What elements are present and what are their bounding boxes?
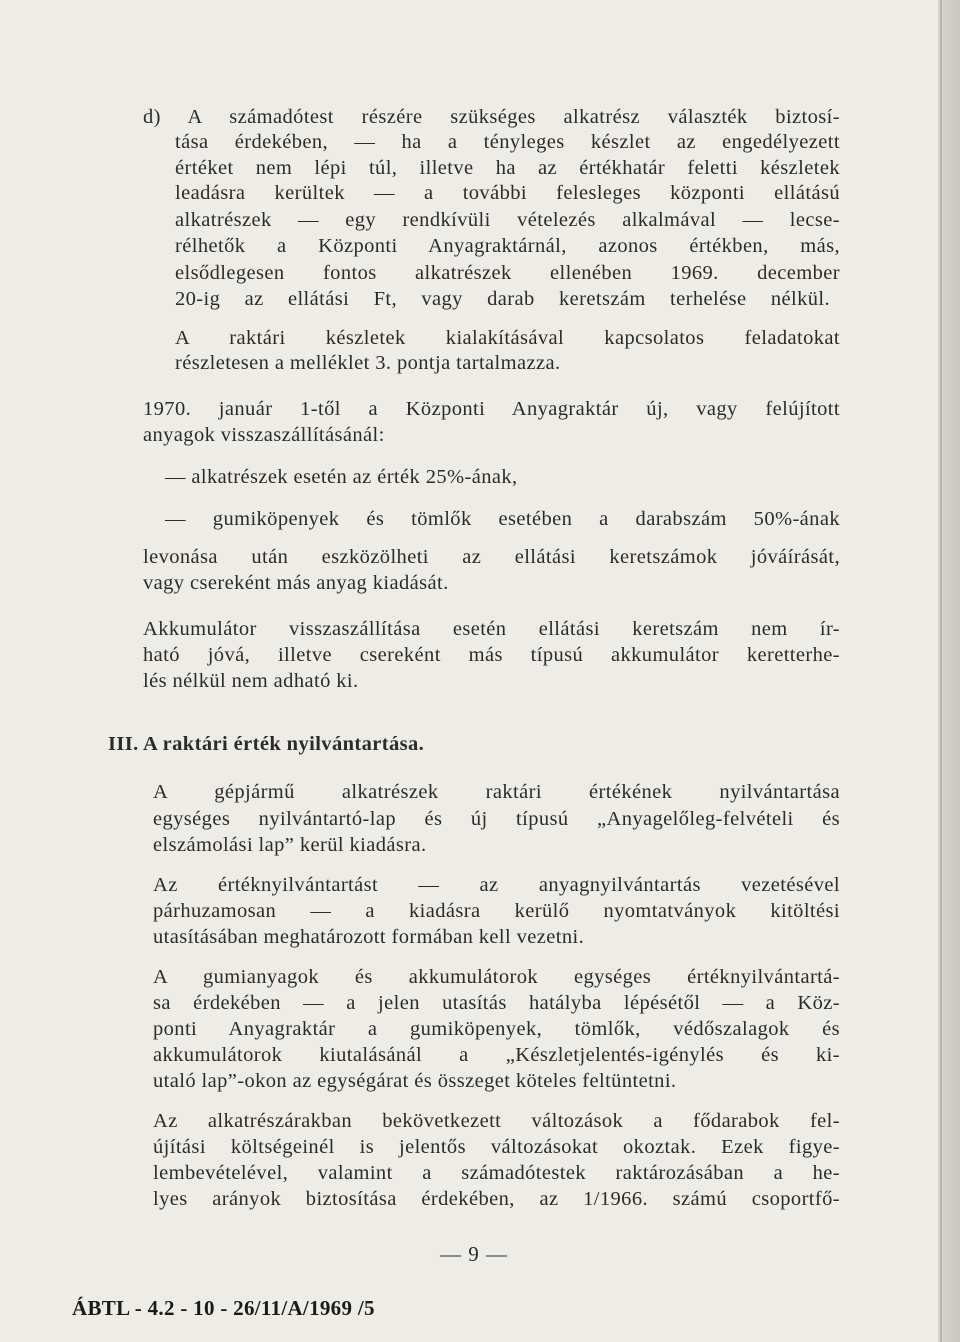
text-line: Akkumulátor visszaszállítása esetén ellátási keretszám nem ír-	[143, 618, 840, 640]
text-line: ponti Anyagraktár a gumiköpenyek, tömlők, védőszalagok és	[153, 1018, 840, 1040]
archive-reference: ÁBTL - 4.2 - 10 - 26/11/A/1969 /5	[72, 1296, 375, 1320]
text-line: rélhetők a Központi Anyagraktárnál, azonos értékben, más,	[175, 235, 840, 257]
text-line: A gumianyagok és akkumulátorok egységes értéknyilvántartá-	[153, 966, 840, 988]
text-line: Az alkatrészárakban bekövetkezett változások a fődarabok fel-	[153, 1110, 840, 1132]
text-line: elszámolási lap” kerül kiadásra.	[153, 834, 427, 856]
text-line: A gépjármű alkatrészek raktári értékének nyilvántartása	[153, 781, 840, 803]
text-line: 20-ig az ellátási Ft, vagy darab keretszám terhelése nélkül.	[175, 288, 830, 310]
list-item: — gumiköpenyek és tömlők esetében a darabszám 50%-ának	[165, 508, 840, 530]
text-line: tása érdekében, — ha a tényleges készlet az engedélyezett	[175, 131, 840, 153]
text-line: alkatrészek — egy rendkívüli vételezés alkalmával — lecse-	[175, 209, 840, 231]
text-line: A raktári készletek kialakításával kapcsolatos feladatokat	[175, 327, 840, 349]
text-line: sa érdekében — a jelen utasítás hatályba lépésétől — a Köz-	[153, 992, 840, 1014]
text-line: akkumulátorok kiutalásánál a „Készletjelentés-igénylés és ki-	[153, 1044, 840, 1066]
text-line: utaló lap”-okon az egységárat és összeget köteles feltüntetni.	[153, 1070, 677, 1092]
text-line: egységes nyilvántartó-lap és új típusú „Anyagelőleg-felvételi és	[153, 808, 840, 830]
text-line: ható jóvá, illetve csereként más típusú akkumulátor keretterhe-	[143, 644, 840, 666]
text-line: újítási költségeinél is jelentős változásokat okoztak. Ezek figye-	[153, 1136, 840, 1158]
section-heading: III. A raktári érték nyilvántartása.	[108, 733, 425, 755]
text-line: levonása után eszközölheti az ellátási keretszámok jóváírását,	[143, 546, 840, 568]
text-line: értéket nem lépi túl, illetve ha az értékhatár feletti készletek	[175, 157, 840, 179]
text-line: leadásra kerültek — a további felesleges központi ellátású	[175, 182, 840, 204]
text-line: Az értéknyilvántartást — az anyagnyilvántartás vezetésével	[153, 874, 840, 896]
page-edge-line	[940, 0, 942, 1342]
text-line: lés nélkül nem adható ki.	[143, 670, 359, 692]
text-line: 1970. január 1-től a Központi Anyagraktár új, vagy felújított	[143, 398, 840, 420]
text-line: lembevételével, valamint a számadótestek raktározásában a he-	[153, 1162, 840, 1184]
page-number: — 9 —	[440, 1242, 508, 1266]
text-line: párhuzamosan — a kiadásra kerülő nyomtatványok kitöltési	[153, 900, 840, 922]
text-line: elsődlegesen fontos alkatrészek ellenében 1969. december	[175, 262, 840, 284]
text-line: lyes arányok biztosítása érdekében, az 1/1966. számú csoportfő-	[153, 1188, 840, 1210]
text-line: d) A számadótest részére szükséges alkatrész választék biztosí-	[143, 106, 840, 128]
text-line: vagy csereként más anyag kiadását.	[143, 572, 449, 594]
list-item: — alkatrészek esetén az érték 25%-ának,	[165, 466, 518, 488]
text-line: részletesen a melléklet 3. pontja tartalmazza.	[175, 352, 561, 374]
text-line: anyagok visszaszállításánál:	[143, 424, 385, 446]
text-line: utasításában meghatározott formában kell vezetni.	[153, 926, 585, 948]
